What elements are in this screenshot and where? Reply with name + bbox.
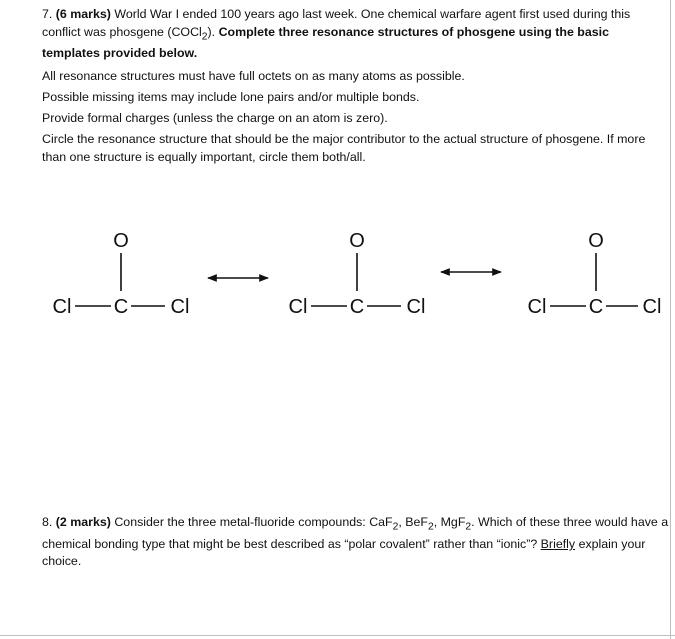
mgf2-subscript: 2 bbox=[465, 521, 472, 533]
structure-3-chlorine-left: Cl bbox=[527, 296, 547, 318]
question-7-bold-instruction: Complete three resonance structures of phosgene using the basic templates provided below. bbox=[42, 24, 609, 61]
instruction-formal-charges: Provide formal charges (unless the charge on an atom is zero). bbox=[42, 111, 388, 125]
caf2-subscript: 2 bbox=[392, 521, 399, 533]
question-7-number: 7. bbox=[42, 7, 53, 21]
question-8-text-2: . Which of these three would have a chemical bonding type that might be best described as “polar covalent” rather than “ionic”? bbox=[42, 515, 669, 551]
question-8-text-1: Consider the three metal-fluoride compounds: CaF bbox=[114, 515, 393, 529]
structure-2-oxygen: O bbox=[349, 230, 365, 252]
question-7-text-2: ). bbox=[207, 24, 216, 39]
question-8-sep-b: , MgF bbox=[433, 515, 466, 529]
structure-2-carbon: C bbox=[349, 296, 365, 318]
structure-1[interactable] bbox=[53, 230, 190, 318]
question-7-instructions bbox=[42, 66, 667, 166]
question-8-number: 8. bbox=[42, 515, 53, 529]
structure-3-chlorine-right: Cl bbox=[642, 296, 662, 318]
structure-1-carbon: C bbox=[113, 296, 129, 318]
instruction-missing-items: Possible missing items may include lone pairs and/or multiple bonds. bbox=[42, 90, 420, 104]
question-8-marks: (2 marks) bbox=[55, 515, 111, 529]
structure-2[interactable] bbox=[289, 230, 426, 318]
page-border-bottom bbox=[0, 635, 675, 636]
question-7-text-1: World War I ended 100 years ago last week. One chemical warfare agent first used during this conflict was phosgene (COCl bbox=[42, 7, 631, 39]
question-7-intro bbox=[42, 6, 667, 63]
question-7-subscript: 2 bbox=[201, 30, 208, 42]
instruction-octets: All resonance structures must have full octets on as many atoms as possible. bbox=[42, 69, 465, 83]
question-8-briefly: Briefly bbox=[540, 536, 576, 551]
structure-3-oxygen: O bbox=[588, 230, 604, 252]
structure-2-chlorine-right: Cl bbox=[406, 296, 426, 318]
resonance-structures bbox=[0, 215, 675, 345]
instruction-circle: Circle the resonance structure that should be the major contributor to the actual structure of phosgene. If more than one structure is equally important, circle them both/all. bbox=[42, 132, 646, 164]
structure-1-chlorine-left: Cl bbox=[52, 296, 72, 318]
structure-1-chlorine-right: Cl bbox=[170, 296, 190, 318]
question-8 bbox=[42, 514, 672, 571]
question-7-marks: (6 marks) bbox=[55, 7, 111, 21]
question-8-text-3: explain your choice. bbox=[42, 536, 646, 569]
question-8-sep-a: , BeF bbox=[398, 515, 428, 529]
structure-3-carbon: C bbox=[588, 296, 604, 318]
bef2-subscript: 2 bbox=[427, 521, 434, 533]
structure-2-chlorine-left: Cl bbox=[288, 296, 308, 318]
structure-3[interactable] bbox=[528, 230, 662, 318]
structure-1-oxygen: O bbox=[113, 230, 129, 252]
resonance-structures-drawing bbox=[0, 215, 675, 345]
